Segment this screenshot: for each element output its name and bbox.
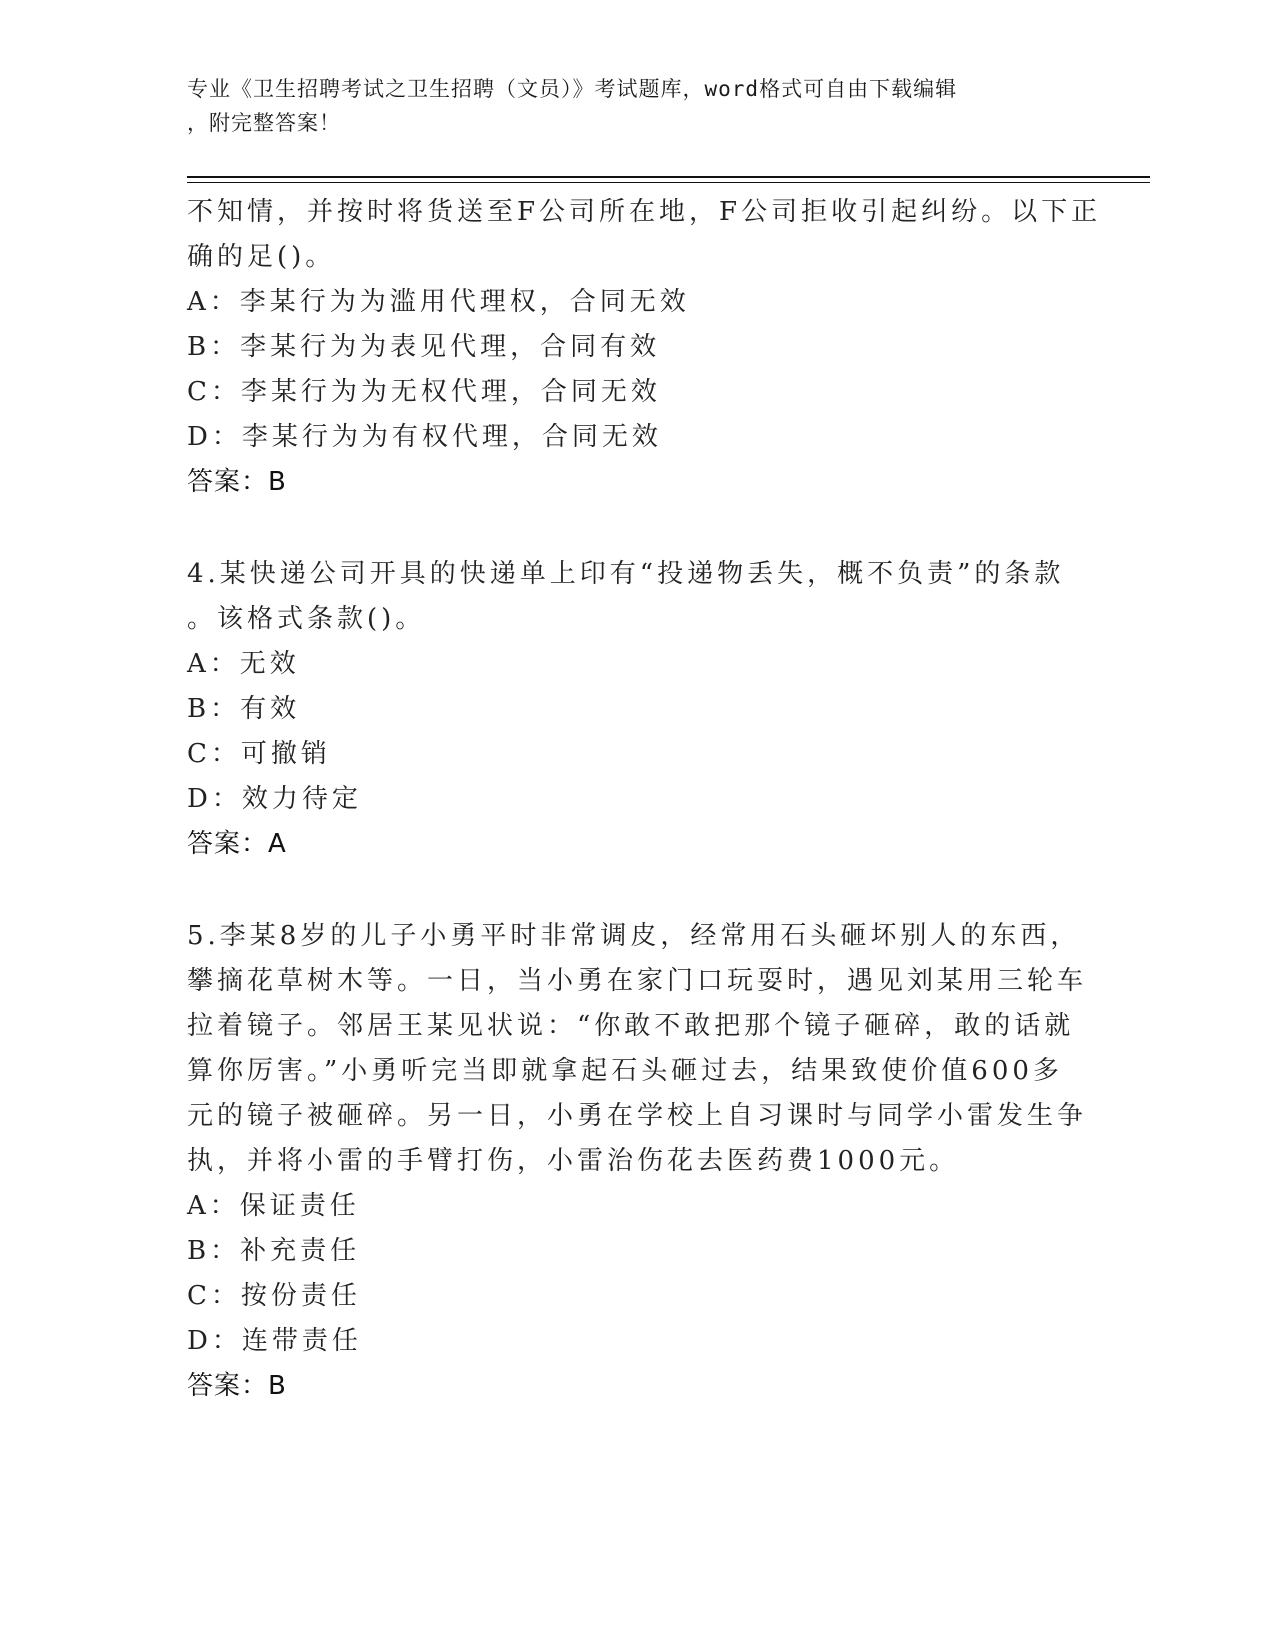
question-4 — [187, 552, 1067, 867]
option-b: B：有效 — [187, 694, 301, 724]
question-text-line: 执，并将小雷的手臂打伤，小雷治伤花去医药费1000元。 — [187, 1146, 960, 1176]
question-text-line: 确的足()。 — [187, 242, 336, 272]
question-text-line: 不知情，并按时将货送至F公司所在地，F公司拒收引起纠纷。以下正 — [187, 197, 1102, 227]
answer-line: 答案：B — [187, 467, 287, 497]
header-divider-thin — [187, 182, 1150, 183]
option-a: A：无效 — [187, 649, 300, 679]
document-header — [187, 72, 1067, 140]
option-a: A：保证责任 — [187, 1191, 360, 1221]
answer-line: 答案：A — [187, 829, 287, 859]
header-title-line-2: ，附完整答案！ — [187, 111, 341, 135]
question-text-line: 。该格式条款()。 — [187, 604, 426, 634]
question-text-line: 元的镜子被砸碎。另一日，小勇在学校上自习课时与同学小雷发生争 — [187, 1101, 1088, 1131]
option-c: C：可撤销 — [187, 739, 331, 769]
header-title-line-1: 专业《卫生招聘考试之卫生招聘（文员）》考试题库，word格式可自由下载编辑 — [187, 77, 958, 101]
question-continued — [187, 190, 1102, 505]
question-5 — [187, 914, 1088, 1409]
question-list — [187, 190, 1102, 1409]
question-gap — [187, 505, 1067, 552]
question-text-line: 算你厉害。”小勇听完当即就拿起石头砸过去，结果致使价值600多 — [187, 1056, 1063, 1086]
question-text-line: 4.某快递公司开具的快递单上印有“投递物丢失，概不负责”的条款 — [187, 559, 1065, 589]
answer-line: 答案：B — [187, 1371, 287, 1401]
question-text-line: 拉着镜子。邻居王某见状说：“你敢不敢把那个镜子砸碎，敢的话就 — [187, 1011, 1075, 1041]
option-b: B：补充责任 — [187, 1236, 361, 1266]
option-d: D：连带责任 — [187, 1326, 362, 1356]
option-b: B：李某行为为表见代理，合同有效 — [187, 332, 661, 362]
question-text-line: 5.李某8岁的儿子小勇平时非常调皮，经常用石头砸坏别人的东西， — [187, 921, 1081, 951]
option-c: C：李某行为为无权代理，合同无效 — [187, 377, 661, 407]
question-gap — [187, 867, 1067, 914]
question-text-line: 攀摘花草树木等。一日，当小勇在家门口玩耍时，遇见刘某用三轮车 — [187, 966, 1088, 996]
header-divider-thick — [187, 176, 1150, 178]
option-c: C：按份责任 — [187, 1281, 361, 1311]
option-d: D：效力待定 — [187, 784, 362, 814]
option-d: D：李某行为为有权代理，合同无效 — [187, 422, 662, 452]
option-a: A：李某行为为滥用代理权，合同无效 — [187, 287, 690, 317]
